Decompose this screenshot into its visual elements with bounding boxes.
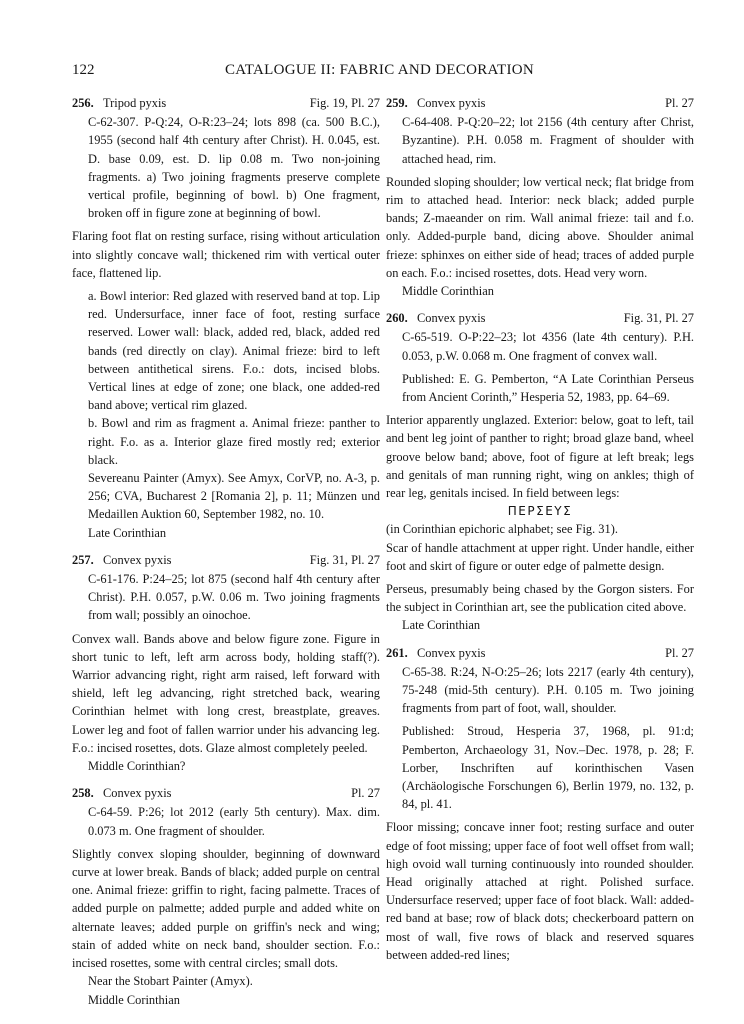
entry-title: Convex pyxis xyxy=(417,645,486,660)
entry-heading xyxy=(72,784,380,802)
entry-attribution: Severeanu Painter (Amyx). See Amyx, CorVP, no. A-3, p. 256; CVA, Bucharest 2 [Romania 2], p. 11; Münzen und Medaillen Auktion 60, September 1982, no. 10. xyxy=(88,471,380,522)
right-column xyxy=(386,94,694,973)
entry-date: Late Corinthian xyxy=(402,618,481,633)
entry-figure-reference: Pl. 27 xyxy=(665,645,694,660)
catalogue-entry-261 xyxy=(386,644,694,964)
entry-description: Interior apparently unglazed. Exterior: below, goat to left, tail and bent leg joint of panther to right; broad glaze band, wheel groove below band; above, foot of figure at left break; legs and genitals of man running right, wing on ankles; thigh of rear leg, genitals incised. In field between legs: xyxy=(386,413,694,501)
entry-publication: Published: E. G. Pemberton, “A Late Corinthian Perseus from Ancient Corinth,” Hesperia 52, 1983, pp. 64–69. xyxy=(402,371,694,405)
entry-date: Middle Corinthian xyxy=(402,284,494,299)
inscription-note: (in Corinthian epichoric alphabet; see Fig. 31). xyxy=(386,522,618,537)
entry-description: Rounded sloping shoulder; low vertical neck; flat bridge from rim to attached head. Interior: neck black; added purple bands; Z-maeander on rim. Wall animal frieze: tail and f.o. only. Added-purple band, dicing above. Shoulder animal frieze: sphinxes on either side of head; traces of added purple on each. F.o.: incised rosettes, dots. Head very worn. xyxy=(386,174,694,280)
entry-title: Convex pyxis xyxy=(103,786,172,801)
catalogue-entry-257 xyxy=(72,551,380,775)
entry-number: 261. xyxy=(386,645,408,660)
page-number: 122 xyxy=(72,62,95,78)
entry-figure-reference: Pl. 27 xyxy=(351,786,380,801)
entry-interpretation: Perseus, presumably being chased by the Gorgon sisters. For the subject in Corinthian art, see the publication cited above. xyxy=(386,582,694,615)
entry-heading xyxy=(386,309,694,327)
entry-heading xyxy=(72,551,380,569)
entry-title: Tripod pyxis xyxy=(103,96,167,110)
entry-date: Late Corinthian xyxy=(88,525,167,540)
entry-handle-note: Scar of handle attachment at upper right. Under handle, either foot and skirt of figure or outer edge of palmette design. xyxy=(386,540,694,573)
entry-heading xyxy=(386,644,694,662)
entry-context: C-61-176. P:24–25; lot 875 (second half 4th century after Christ). P.H. 0.057, p.W. 0.06 m. Two joining fragments from wall; possibly an oinochoe. xyxy=(88,572,380,623)
entry-title: Convex pyxis xyxy=(417,311,486,326)
entry-description: Floor missing; concave inner foot; resting surface and outer edge of foot missing; upper face of foot well offset from wall; high ovoid wall turning continuously into rounded shoulder. Head originally attached at right. Polished surface. Undersurface reserved; upper face of foot black. Wall: added-red band at base; row of black dots; checkerboard pattern on most of wall, five rows of black and reserved squares between added-red lines; xyxy=(386,820,694,962)
entry-figure-reference: Fig. 19, Pl. 27 xyxy=(309,96,380,110)
entry-number: 258. xyxy=(72,786,94,801)
entry-date: Middle Corinthian xyxy=(88,992,180,1007)
entry-number: 256. xyxy=(72,96,94,110)
entry-title: Convex pyxis xyxy=(103,552,172,567)
entry-context: C-65-519. O-P:22–23; lot 4356 (late 4th century). P.H. 0.053, p.W. 0.068 m. One fragment of convex wall. xyxy=(402,330,694,363)
catalogue-entry-259 xyxy=(386,94,694,300)
entry-context: C-62-307. P-Q:24, O-R:23–24; lots 898 (ca. 500 B.C.), 1955 (second half 4th century after Christ). H. 0.045, est. D. base 0.09, est. D. lip 0.08 m. Two non-joining fragments. a) Two joining fragments preserve complete vertical profile, beginning of bowl. b) One fragment, broken off in figure zone at beginning of bowl. xyxy=(88,115,380,221)
entry-figure-reference: Fig. 31, Pl. 27 xyxy=(623,311,694,326)
entry-attribution: Near the Stobart Painter (Amyx). xyxy=(88,974,253,989)
entry-number: 259. xyxy=(386,96,408,110)
greek-inscription: ΠΕΡΣΕΥΣ xyxy=(507,504,573,519)
entry-shape-description: Flaring foot flat on resting surface, rising without articulation into slightly concave wall; thickened rim with vertical outer face, flattened lip. xyxy=(72,229,380,280)
entry-date: Middle Corinthian? xyxy=(88,759,186,774)
entry-description: Slightly convex sloping shoulder, beginning of downward curve at lower break. Bands of black; added purple on central one. Animal frieze: griffin to right, facing palmette. Traces of added purple on palmette; added purple and added white on alternate leaves; added purple on griffin's neck and wing; stain of added white on neck band, shoulder section. F.o.: incised rosettes, some with central circles; small dots. xyxy=(72,846,380,971)
running-head: CATALOGUE II: FABRIC AND DECORATION xyxy=(225,62,535,78)
catalogue-entry-258 xyxy=(72,784,380,1008)
catalogue-entry-256 xyxy=(72,94,380,542)
entry-heading xyxy=(72,94,380,112)
entry-description: Convex wall. Bands above and below figure zone. Figure in short tunic to left, left arm across body, holding staff(?). Warrior advancing right, right arm raised, left forward with shield, left leg advancing, right stretched back, wearing Corinthian helmet with long crest, breastplate, greaves. Lower leg and foot of fallen warrior under his advancing leg. F.o.: incised rosettes, dots. Glaze almost completely peeled. xyxy=(72,631,380,755)
entry-decoration-a: a. Bowl interior: Red glazed with reserved band at top. Lip red. Undersurface, inner face of foot, resting surface reserved. Lower wall: black, added red, black, added red bands (red directly on clay). Animal frieze: bird to left between antithetical sirens. F.o.: dots, incised blobs. Vertical lines at edge of zone; one black, one added-red band above; vertical rim glazed. xyxy=(88,289,380,413)
entry-decoration-b: b. Bowl and rim as fragment a. Animal frieze: panther to right. F.o. as a. Interior glaze fired mostly red; exterior black. xyxy=(88,416,380,467)
entry-context: C-64-59. P:26; lot 2012 (early 5th century). Max. dim. 0.073 m. One fragment of shoulder. xyxy=(88,805,380,838)
entry-context: C-65-38. R:24, N-O:25–26; lots 2217 (early 4th century), 75-248 (mid-5th century). P.H. 0.105 m. Two joining fragments from part of foot, wall, shoulder. xyxy=(402,664,694,716)
entry-context: C-64-408. P-Q:20–22; lot 2156 (4th century after Christ, Byzantine). P.H. 0.058 m. Fragment of shoulder with attached head, rim. xyxy=(402,115,694,166)
entry-figure-reference: Pl. 27 xyxy=(665,96,694,110)
entry-title: Convex pyxis xyxy=(417,96,486,110)
entry-publication: Published: Stroud, Hesperia 37, 1968, pl. 91:d; Pemberton, Archaeology 31, Nov.–Dec. 1978, p. 28; F. Lorber, Inschriften auf korinthischen Vasen (Archäologische Forschungen 6), Berlin 1979, no. 132, p. 84, pl. 41. xyxy=(402,724,694,812)
catalogue-entry-260 xyxy=(386,309,694,634)
entry-number: 260. xyxy=(386,311,408,326)
entry-heading xyxy=(386,94,694,112)
left-column xyxy=(72,94,380,1018)
entry-figure-reference: Fig. 31, Pl. 27 xyxy=(309,552,380,567)
entry-number: 257. xyxy=(72,552,94,567)
